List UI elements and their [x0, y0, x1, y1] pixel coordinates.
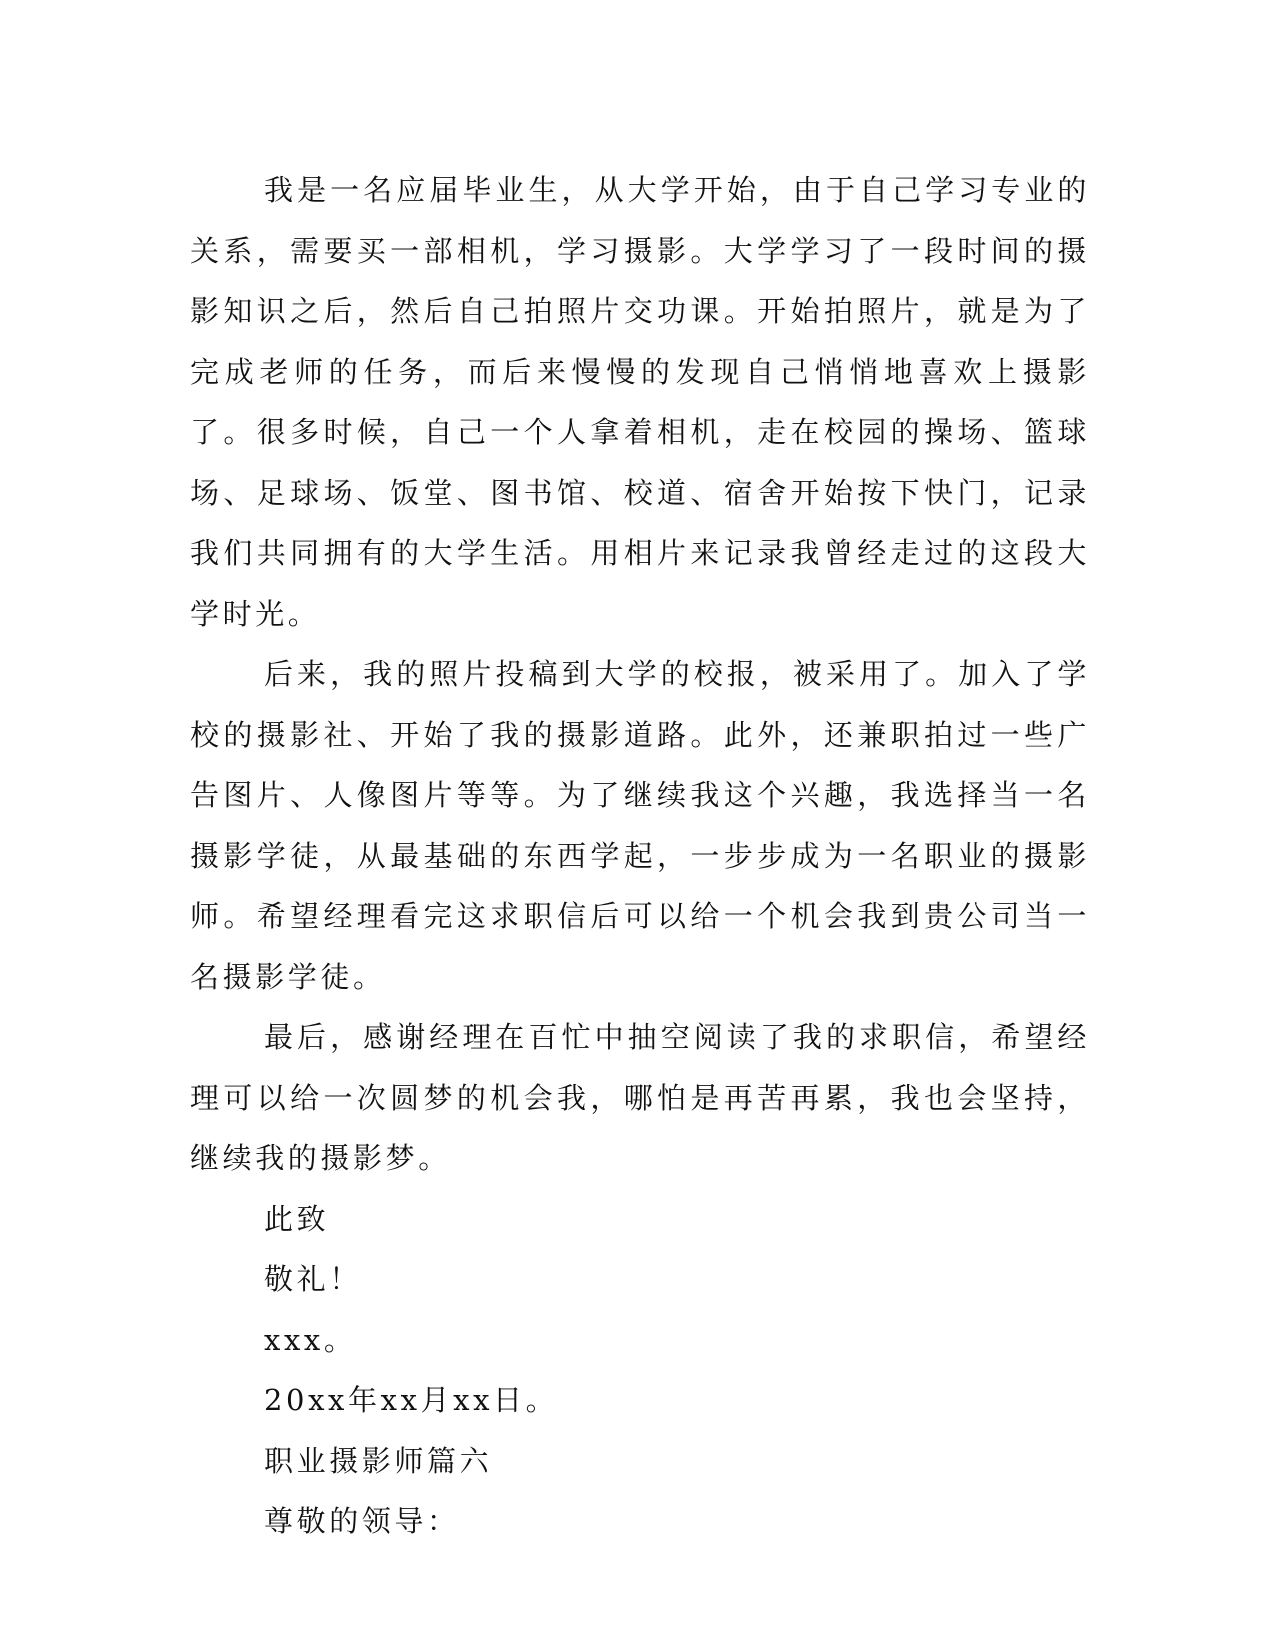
body-paragraph-2: 后来，我的照片投稿到大学的校报，被采用了。加入了学校的摄影社、开始了我的摄影道路。此外，还兼职拍过一些广告图片、人像图片等等。为了继续我这个兴趣，我选择当一名摄影学徒，从最基础的东西学起，一步步成为一名职业的摄影师。希望经理看完这求职信后可以给一个机会我到贵公司当一名摄影学徒。: [190, 657, 1090, 994]
signature-line: xxx。: [264, 1322, 357, 1357]
body-paragraph-1: 我是一名应届毕业生，从大学开始，由于自己学习专业的关系，需要买一部相机，学习摄影。大学学习了一段时间的摄影知识之后，然后自己拍照片交功课。开始拍照片，就是为了完成老师的任务，而后来慢慢的发现自己悄悄地喜欢上摄影了。很多时候，自己一个人拿着相机，走在校园的操场、篮球场、足球场、饭堂、图书馆、校道、宿舍开始按下快门，记录我们共同拥有的大学生活。用相片来记录我曾经走过的这段大学时光。: [190, 173, 1090, 631]
greeting-line: 尊敬的领导：: [264, 1504, 460, 1538]
salute-line: 敬礼！: [264, 1262, 362, 1296]
body-paragraph-3: 最后，感谢经理在百忙中抽空阅读了我的求职信，希望经理可以给一次圆梦的机会我，哪怕是再苦再累，我也会坚持，继续我的摄影梦。: [190, 1020, 1090, 1175]
date-line: 20xx年xx月xx日。: [264, 1383, 559, 1417]
section-title: 职业摄影师篇六: [264, 1443, 493, 1478]
closing-line: 此致: [264, 1201, 330, 1236]
document-page: [190, 160, 1090, 1552]
